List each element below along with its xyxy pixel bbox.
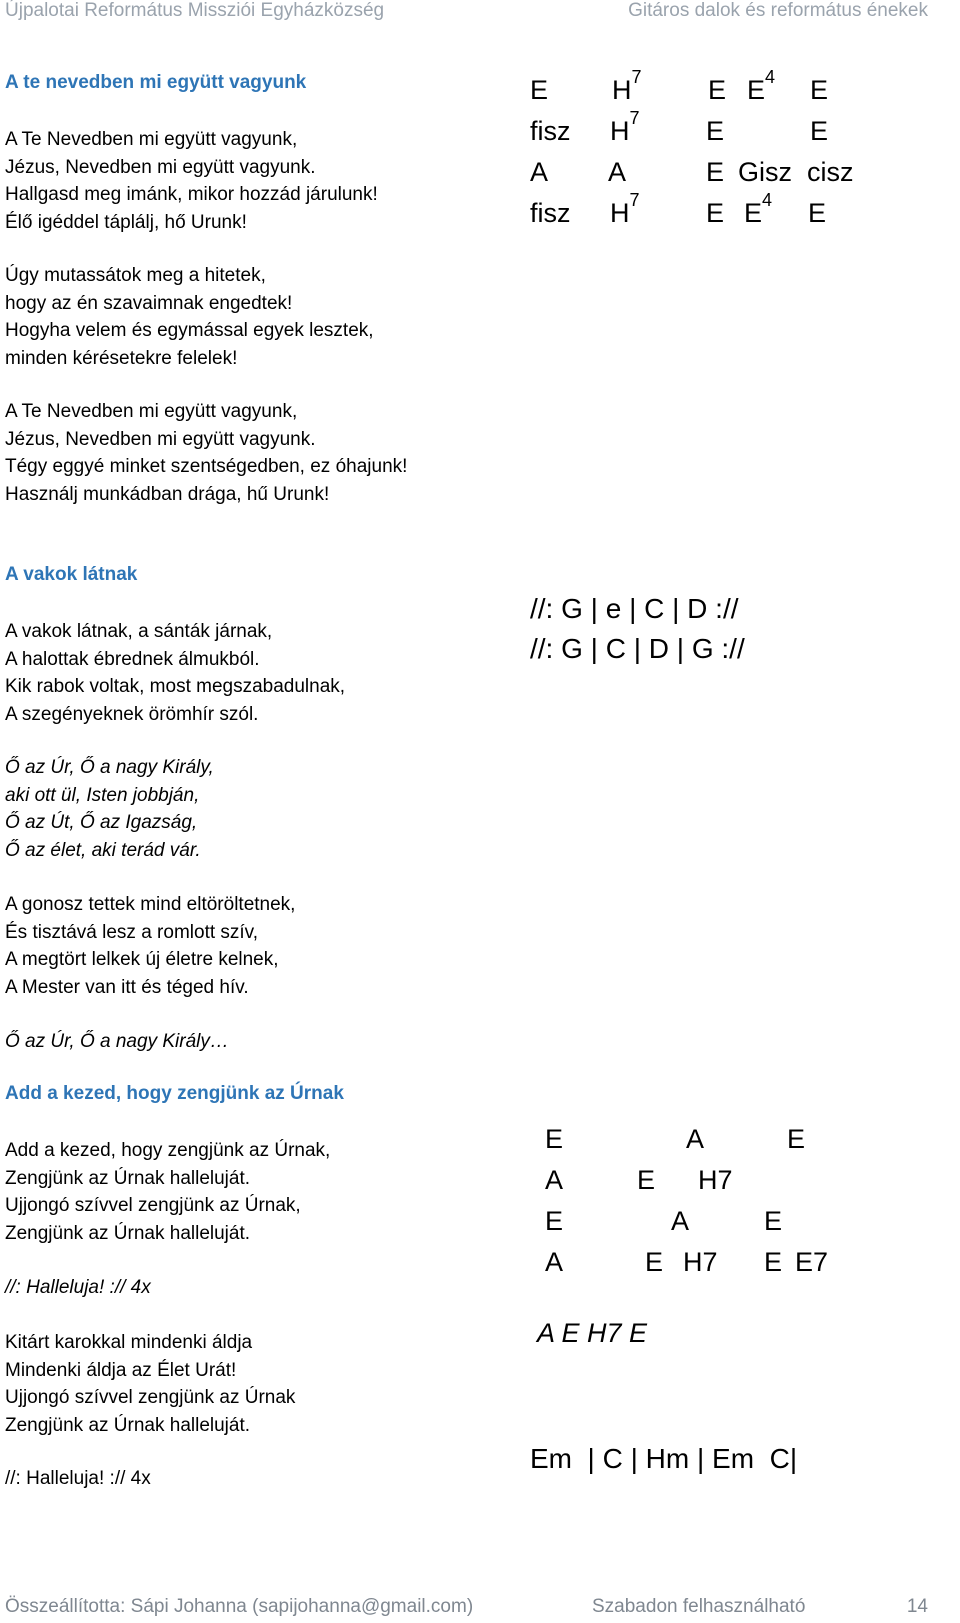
lyric-line: Zengjünk az Úrnak halleluját. bbox=[5, 1223, 251, 1245]
chord: cisz bbox=[807, 157, 854, 187]
lyric-line: minden kérésetekre felelek! bbox=[5, 348, 238, 370]
chord: A bbox=[608, 157, 627, 187]
chord-root: E bbox=[747, 75, 766, 105]
chord bbox=[610, 190, 640, 234]
lyric-line: Ujjongó szívvel zengjünk az Úrnak, bbox=[5, 1195, 301, 1217]
chorus-reference bbox=[5, 1028, 229, 1056]
chord-progression: //: G | e | C | D :// bbox=[530, 593, 739, 624]
lyric-line: Élő igéddel táplálj, hő Urunk! bbox=[5, 212, 247, 234]
lyric-line: Ő az Út, Ő az Igazság, bbox=[5, 812, 198, 834]
chord-row bbox=[545, 1242, 925, 1283]
lyric-line: Hogyha velem és egymással egyek lesztek, bbox=[5, 320, 374, 342]
verse bbox=[5, 1329, 295, 1440]
refrain bbox=[5, 1465, 151, 1493]
refrain bbox=[5, 1274, 151, 1302]
lyric-line: Zengjünk az Úrnak halleluját. bbox=[5, 1415, 251, 1437]
chord: E bbox=[545, 1206, 564, 1236]
lyric-line: Kik rabok voltak, most megszabadulnak, bbox=[5, 676, 346, 698]
chord: E bbox=[810, 116, 829, 146]
lyric-line: A Te Nevedben mi együtt vagyunk, bbox=[5, 401, 298, 422]
lyric-line: A vakok látnak, a sánták járnak, bbox=[5, 621, 273, 642]
chord: E bbox=[645, 1247, 664, 1277]
chord-root: E bbox=[744, 198, 763, 228]
lyric-line: Ő az élet, aki terád vár. bbox=[5, 840, 201, 862]
chord: E bbox=[787, 1124, 806, 1154]
lyric-line: És tisztává lesz a romlott szív, bbox=[5, 921, 259, 943]
chord bbox=[612, 67, 642, 111]
chord: E bbox=[708, 75, 727, 105]
chord: E bbox=[808, 198, 827, 228]
refrain-chords: A E H7 E bbox=[537, 1318, 648, 1348]
footer-author: Összeállította: Sápi Johanna (sapijohanna@gmail.com) bbox=[5, 1596, 474, 1617]
lyric-line: Ujjongó szívvel zengjünk az Úrnak bbox=[5, 1387, 296, 1409]
verse bbox=[5, 126, 378, 237]
chord: fisz bbox=[530, 198, 571, 228]
chord bbox=[744, 190, 773, 234]
chord: E bbox=[637, 1165, 656, 1195]
lyric-line: Zengjünk az Úrnak halleluját. bbox=[5, 1167, 251, 1189]
lyric-line: //: Halleluja! :// 4x bbox=[5, 1468, 151, 1489]
song-title: Add a kezed, hogy zengjünk az Úrnak bbox=[5, 1083, 344, 1104]
chord-row bbox=[545, 1160, 925, 1201]
lyric-line: Jézus, Nevedben mi együtt vagyunk. bbox=[5, 428, 316, 450]
verse bbox=[5, 398, 407, 509]
chord-progression: Em | C | Hm | Em C| bbox=[530, 1443, 798, 1474]
chord-row bbox=[545, 1201, 925, 1242]
lyric-line: Ő az Úr, Ő a nagy Király, bbox=[5, 757, 214, 778]
page-number: 14 bbox=[906, 1596, 928, 1617]
song-title: A te nevedben mi együtt vagyunk bbox=[5, 72, 307, 93]
chord-chart bbox=[545, 1119, 925, 1283]
verse bbox=[5, 618, 345, 729]
lyric-line: Hallgasd meg imánk, mikor hozzád járulunk! bbox=[5, 184, 378, 206]
song-title: A vakok látnak bbox=[5, 564, 138, 585]
verse bbox=[5, 1137, 330, 1248]
chord: A bbox=[671, 1206, 690, 1236]
chord: E7 bbox=[795, 1247, 829, 1277]
lyric-line: aki ott ül, Isten jobbján, bbox=[5, 784, 200, 806]
chord: E bbox=[706, 157, 725, 187]
chord-chart bbox=[530, 588, 745, 668]
lyric-line: Kitárt karokkal mindenki áldja bbox=[5, 1332, 253, 1353]
chord: A bbox=[530, 157, 549, 187]
lyric-line: A Mester van itt és téged hív. bbox=[5, 977, 249, 999]
chord: E bbox=[810, 75, 829, 105]
chord-ext: 4 bbox=[762, 190, 773, 210]
lyric-line: A gonosz tettek mind eltöröltetnek, bbox=[5, 894, 296, 915]
lyric-line: Úgy mutassátok meg a hitetek, bbox=[5, 265, 266, 286]
chord: E bbox=[530, 75, 549, 105]
footer-license: Szabadon felhasználható bbox=[592, 1596, 806, 1617]
lyric-line: hogy az én szavaimnak engedtek! bbox=[5, 292, 293, 314]
lyric-line: A szegényeknek örömhír szól. bbox=[5, 704, 259, 726]
chord-row bbox=[530, 152, 930, 193]
chord-ext: 4 bbox=[765, 67, 776, 87]
chord-ext: 7 bbox=[629, 190, 640, 210]
chord: E bbox=[764, 1247, 783, 1277]
lyric-line: Tégy eggyé minket szentségedben, ez óhajunk! bbox=[5, 456, 408, 478]
lyric-line: A megtört lelkek új életre kelnek, bbox=[5, 949, 279, 971]
chord: E bbox=[706, 116, 725, 146]
chord-ext: 7 bbox=[631, 67, 642, 87]
chord: H7 bbox=[698, 1165, 733, 1195]
chord-ext: 7 bbox=[629, 108, 640, 128]
chord-row bbox=[530, 67, 930, 111]
chord: A bbox=[545, 1247, 564, 1277]
header-right: Gitáros dalok és református énekek bbox=[628, 0, 928, 21]
lyric-line: Jézus, Nevedben mi együtt vagyunk. bbox=[5, 156, 316, 178]
chorus bbox=[5, 754, 214, 865]
lyric-line: Használj munkádban drága, hű Urunk! bbox=[5, 484, 330, 506]
chord: E bbox=[706, 198, 725, 228]
chord-root: H bbox=[610, 116, 630, 146]
chord-root: H bbox=[612, 75, 632, 105]
verse bbox=[5, 262, 374, 373]
chord: H7 bbox=[683, 1247, 718, 1277]
chord-progression: //: G | C | D | G :// bbox=[530, 633, 745, 664]
chord-row bbox=[545, 1119, 925, 1160]
lyric-line: Add a kezed, hogy zengjünk az Úrnak, bbox=[5, 1140, 331, 1161]
chord: Gisz bbox=[738, 157, 792, 187]
chord: fisz bbox=[530, 116, 571, 146]
chord: A bbox=[545, 1165, 564, 1195]
chord-chart bbox=[530, 67, 930, 234]
lyric-line: Ő az Úr, Ő a nagy Király… bbox=[5, 1031, 229, 1052]
lyric-line: //: Halleluja! :// 4x bbox=[5, 1277, 151, 1298]
lyric-line: Mindenki áldja az Élet Urát! bbox=[5, 1359, 237, 1381]
lyric-line: A halottak ébrednek álmukból. bbox=[5, 648, 260, 670]
chord-row bbox=[530, 108, 930, 152]
chord: A bbox=[686, 1124, 705, 1154]
verse bbox=[5, 891, 295, 1002]
chord-row bbox=[530, 190, 930, 234]
header-left: Újpalotai Református Missziói Egyházközség bbox=[5, 0, 385, 21]
chord bbox=[747, 67, 776, 111]
chord: E bbox=[764, 1206, 783, 1236]
chord bbox=[610, 108, 640, 152]
chord: E bbox=[545, 1124, 564, 1154]
lyric-line: A Te Nevedben mi együtt vagyunk, bbox=[5, 129, 298, 150]
chord-root: H bbox=[610, 198, 630, 228]
